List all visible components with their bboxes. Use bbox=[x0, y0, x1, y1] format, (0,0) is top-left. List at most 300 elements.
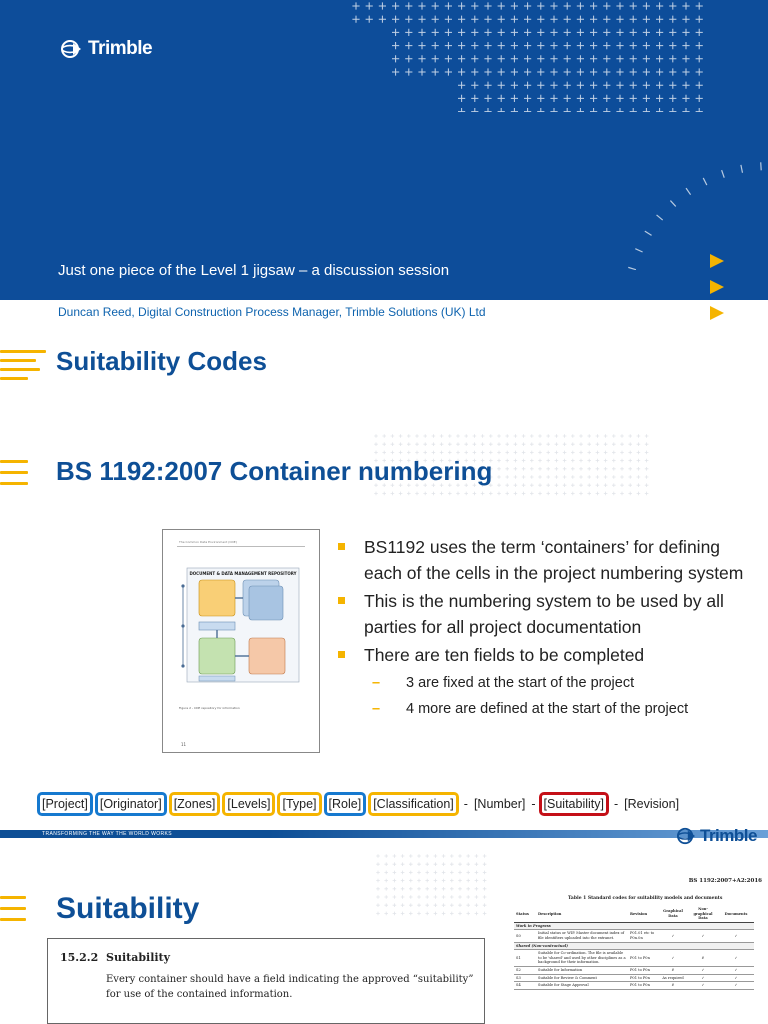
plus-mark bbox=[505, 451, 509, 455]
plus-mark bbox=[473, 434, 477, 438]
suitability-codes-table bbox=[514, 906, 754, 990]
plus-mark bbox=[563, 492, 567, 496]
thumbnail-caption: Figure 2 - CDE repository for information bbox=[179, 706, 240, 710]
plus-mark bbox=[577, 95, 584, 102]
plus-mark bbox=[445, 16, 452, 23]
plus-mark bbox=[596, 459, 600, 463]
plus-mark bbox=[577, 55, 584, 62]
plus-mark bbox=[550, 95, 557, 102]
plus-mark bbox=[456, 442, 460, 446]
plus-mark bbox=[514, 492, 518, 496]
plus-mark bbox=[442, 879, 446, 883]
plus-mark bbox=[409, 895, 413, 899]
plus-mark bbox=[466, 912, 470, 916]
plus-mark bbox=[590, 16, 597, 23]
plus-mark bbox=[555, 434, 559, 438]
cover-tagline: Just one piece of the Level 1 jigsaw – a discussion session bbox=[58, 262, 450, 279]
plus-mark bbox=[511, 42, 518, 49]
plus-mark bbox=[498, 68, 505, 75]
plus-mark bbox=[563, 451, 567, 455]
plus-mark bbox=[415, 434, 419, 438]
plus-mark bbox=[696, 42, 703, 49]
plus-mark bbox=[537, 29, 544, 36]
plus-mark bbox=[393, 862, 397, 866]
plus-mark bbox=[409, 903, 413, 907]
plus-mark bbox=[401, 912, 405, 916]
plus-mark bbox=[448, 492, 452, 496]
footer-slogan: TRANSFORMING THE WAY THE WORLD WORKS bbox=[42, 831, 172, 837]
plus-mark bbox=[401, 887, 405, 891]
plus-mark bbox=[481, 442, 485, 446]
plus-mark bbox=[616, 108, 623, 112]
plus-mark bbox=[616, 16, 623, 23]
plus-mark bbox=[612, 442, 616, 446]
plus-mark bbox=[471, 82, 478, 89]
plus-mark bbox=[612, 434, 616, 438]
plus-mark bbox=[538, 492, 542, 496]
plus-mark bbox=[466, 879, 470, 883]
plus-mark bbox=[498, 2, 505, 9]
plus-mark bbox=[475, 879, 479, 883]
plus-mark bbox=[643, 2, 650, 9]
plus-mark bbox=[505, 442, 509, 446]
plus-mark bbox=[376, 887, 380, 891]
plus-mark bbox=[696, 55, 703, 62]
plus-mark bbox=[563, 459, 567, 463]
plus-mark bbox=[555, 475, 559, 479]
plus-mark bbox=[682, 82, 689, 89]
plus-mark bbox=[530, 459, 534, 463]
plus-mark bbox=[696, 82, 703, 89]
plus-mark bbox=[417, 895, 421, 899]
plus-mark bbox=[612, 492, 616, 496]
plus-mark bbox=[473, 442, 477, 446]
plus-mark bbox=[546, 459, 550, 463]
trimble-logo bbox=[60, 38, 152, 60]
plus-mark bbox=[546, 467, 550, 471]
plus-mark bbox=[514, 451, 518, 455]
plus-mark bbox=[555, 467, 559, 471]
plus-mark bbox=[555, 451, 559, 455]
plus-mark bbox=[483, 887, 487, 891]
table-row: S2 Suitable for Information P01 to P0n ✗ ✓ ✓ bbox=[514, 966, 754, 974]
cover-slide bbox=[0, 0, 768, 330]
plus-mark bbox=[464, 451, 468, 455]
plus-mark bbox=[445, 55, 452, 62]
plus-mark bbox=[538, 459, 542, 463]
plus-mark bbox=[628, 442, 632, 446]
plus-mark bbox=[616, 29, 623, 36]
plus-mark bbox=[656, 55, 663, 62]
plus-mark bbox=[418, 2, 425, 9]
sub-bullet-item: – 3 are fixed at the start of the project bbox=[364, 670, 756, 696]
plus-mark bbox=[497, 442, 501, 446]
plus-mark bbox=[471, 108, 478, 112]
plus-mark bbox=[511, 55, 518, 62]
plus-mark bbox=[376, 871, 380, 875]
plus-mark bbox=[423, 451, 427, 455]
plus-mark bbox=[405, 16, 412, 23]
plus-mark bbox=[643, 95, 650, 102]
plus-mark bbox=[401, 903, 405, 907]
plus-mark bbox=[407, 434, 411, 438]
plus-mark bbox=[458, 879, 462, 883]
plus-mark bbox=[384, 912, 388, 916]
plus-mark bbox=[442, 895, 446, 899]
menu-bars-icon bbox=[0, 348, 46, 382]
table-row: S0 Initial status or WIP. Master document index of file identifiers uploaded into the extranet. P01.01 etc to P0n.0n ✓ ✓ ✓ bbox=[514, 930, 754, 942]
play-arrow-icon bbox=[710, 280, 724, 294]
plus-mark bbox=[514, 459, 518, 463]
plus-mark bbox=[352, 16, 359, 23]
plus-mark bbox=[577, 29, 584, 36]
plus-mark bbox=[696, 95, 703, 102]
plus-mark bbox=[392, 68, 399, 75]
plus-mark bbox=[445, 2, 452, 9]
plus-mark bbox=[564, 29, 571, 36]
tick-mark bbox=[722, 170, 725, 178]
field-separator: - bbox=[613, 797, 619, 811]
footer-trimble-logo: Trimble bbox=[676, 826, 757, 846]
thumbnail-header: The Common Data Environment (CDE) bbox=[179, 540, 237, 544]
plus-mark bbox=[564, 108, 571, 112]
plus-mark bbox=[473, 492, 477, 496]
plus-mark bbox=[682, 55, 689, 62]
plus-mark bbox=[442, 912, 446, 916]
plus-mark bbox=[590, 2, 597, 9]
plus-mark bbox=[645, 434, 649, 438]
plus-mark bbox=[645, 475, 649, 479]
plus-mark bbox=[379, 2, 386, 9]
plus-mark bbox=[434, 862, 438, 866]
plus-mark bbox=[481, 451, 485, 455]
plus-mark bbox=[564, 16, 571, 23]
plus-mark bbox=[682, 68, 689, 75]
plus-mark bbox=[514, 442, 518, 446]
plus-mark bbox=[669, 29, 676, 36]
plus-mark bbox=[637, 492, 641, 496]
plus-mark bbox=[530, 483, 534, 487]
plus-mark bbox=[603, 82, 610, 89]
plus-mark bbox=[656, 2, 663, 9]
plus-mark bbox=[399, 451, 403, 455]
plus-mark bbox=[483, 912, 487, 916]
plus-mark bbox=[407, 451, 411, 455]
plus-mark bbox=[530, 442, 534, 446]
plus-mark bbox=[384, 903, 388, 907]
plus-mark bbox=[550, 55, 557, 62]
plus-mark bbox=[603, 108, 610, 112]
plus-mark bbox=[458, 862, 462, 866]
plus-mark bbox=[456, 492, 460, 496]
plus-mark bbox=[604, 475, 608, 479]
plus-mark bbox=[471, 55, 478, 62]
plus-mark bbox=[450, 887, 454, 891]
sub-bullet-item: – 4 more are defined at the start of the project bbox=[364, 696, 756, 722]
field-separator: - bbox=[463, 797, 468, 811]
plus-mark bbox=[696, 29, 703, 36]
plus-mark bbox=[442, 862, 446, 866]
plus-mark bbox=[374, 492, 378, 496]
plus-mark bbox=[448, 451, 452, 455]
plus-mark bbox=[645, 442, 649, 446]
plus-mark bbox=[409, 912, 413, 916]
plus-mark bbox=[376, 862, 380, 866]
plus-mark bbox=[564, 55, 571, 62]
plus-mark bbox=[434, 903, 438, 907]
plus-mark bbox=[590, 42, 597, 49]
plus-mark bbox=[579, 442, 583, 446]
plus-mark bbox=[564, 82, 571, 89]
plus-mark bbox=[630, 95, 637, 102]
plus-mark bbox=[450, 903, 454, 907]
plus-mark bbox=[471, 16, 478, 23]
plus-mark bbox=[483, 871, 487, 875]
plus-mark bbox=[511, 95, 518, 102]
table-caption: Table 1 Standard codes for suitability models and documents bbox=[568, 896, 723, 901]
plus-mark bbox=[417, 879, 421, 883]
plus-mark bbox=[391, 451, 395, 455]
plus-mark bbox=[418, 55, 425, 62]
plus-mark bbox=[571, 475, 575, 479]
plus-mark bbox=[546, 451, 550, 455]
plus-mark bbox=[417, 854, 421, 858]
plus-mark bbox=[538, 451, 542, 455]
plus-mark bbox=[669, 68, 676, 75]
plus-mark bbox=[538, 442, 542, 446]
plus-mark bbox=[466, 871, 470, 875]
plus-mark bbox=[384, 887, 388, 891]
plus-mark bbox=[458, 55, 465, 62]
tick-mark bbox=[628, 267, 636, 269]
plus-mark bbox=[484, 82, 491, 89]
play-arrow-icon bbox=[706, 304, 730, 322]
plus-mark bbox=[392, 2, 399, 9]
plus-mark bbox=[405, 42, 412, 49]
plus-mark bbox=[604, 459, 608, 463]
document-thumbnail bbox=[162, 529, 320, 753]
plus-mark bbox=[546, 442, 550, 446]
plus-mark bbox=[405, 68, 412, 75]
plus-mark bbox=[418, 42, 425, 49]
plus-mark bbox=[450, 895, 454, 899]
plus-mark bbox=[409, 879, 413, 883]
plus-mark bbox=[637, 442, 641, 446]
plus-mark bbox=[630, 29, 637, 36]
plus-mark bbox=[376, 903, 380, 907]
plus-mark bbox=[432, 2, 439, 9]
plus-mark bbox=[450, 862, 454, 866]
plus-mark bbox=[628, 434, 632, 438]
plus-mark bbox=[484, 42, 491, 49]
plus-mark bbox=[423, 442, 427, 446]
plus-mark bbox=[524, 95, 531, 102]
tick-mark bbox=[741, 165, 743, 173]
plus-mark bbox=[590, 82, 597, 89]
plus-mark bbox=[514, 483, 518, 487]
plus-mark bbox=[616, 55, 623, 62]
plus-mark bbox=[484, 55, 491, 62]
plus-mark bbox=[656, 16, 663, 23]
plus-mark bbox=[616, 95, 623, 102]
plus-mark bbox=[537, 2, 544, 9]
plus-mark bbox=[418, 29, 425, 36]
plus-mark bbox=[432, 68, 439, 75]
plus-mark bbox=[498, 82, 505, 89]
field-role: [Role] bbox=[324, 792, 367, 816]
plus-mark bbox=[524, 108, 531, 112]
plus-mark bbox=[475, 887, 479, 891]
plus-mark bbox=[637, 451, 641, 455]
plus-mark bbox=[522, 434, 526, 438]
plus-mark bbox=[505, 483, 509, 487]
plus-mark bbox=[538, 483, 542, 487]
plus-mark bbox=[669, 95, 676, 102]
plus-mark bbox=[530, 451, 534, 455]
plus-mark bbox=[393, 854, 397, 858]
table-row: S3 Suitable for Review & Comment P01 to P0n As required ✓ ✓ bbox=[514, 974, 754, 982]
plus-mark bbox=[604, 451, 608, 455]
plus-mark bbox=[450, 879, 454, 883]
plus-mark bbox=[434, 871, 438, 875]
plus-mark bbox=[458, 82, 465, 89]
plus-mark bbox=[514, 475, 518, 479]
plus-mark bbox=[643, 55, 650, 62]
plus-mark bbox=[401, 879, 405, 883]
plus-mark bbox=[458, 903, 462, 907]
plus-mark bbox=[393, 912, 397, 916]
plus-mark bbox=[643, 29, 650, 36]
plus-mark bbox=[505, 492, 509, 496]
plus-mark bbox=[352, 2, 359, 9]
plus-mark bbox=[628, 492, 632, 496]
plus-mark bbox=[682, 29, 689, 36]
plus-mark bbox=[475, 871, 479, 875]
clause-body: Every container should have a field indicating the approved “suitability” for use of the contained information. bbox=[106, 974, 474, 1000]
plus-mark bbox=[682, 42, 689, 49]
plus-mark bbox=[498, 55, 505, 62]
plus-mark bbox=[637, 467, 641, 471]
plus-mark bbox=[587, 492, 591, 496]
plus-mark bbox=[374, 451, 378, 455]
plus-mark bbox=[537, 16, 544, 23]
suitability-table-image bbox=[510, 872, 766, 1024]
plus-mark bbox=[425, 854, 429, 858]
clause-heading: Suitability bbox=[106, 951, 171, 964]
plus-mark bbox=[505, 434, 509, 438]
plus-mark bbox=[440, 434, 444, 438]
plus-mark bbox=[563, 483, 567, 487]
plus-mark bbox=[620, 451, 624, 455]
plus-mark bbox=[498, 29, 505, 36]
slide-title-container-numbering: BS 1192:2007 Container numbering bbox=[56, 456, 493, 486]
plus-mark bbox=[587, 451, 591, 455]
plus-mark bbox=[484, 68, 491, 75]
plus-mark bbox=[405, 55, 412, 62]
bullet-square-icon bbox=[338, 597, 345, 604]
plus-mark bbox=[483, 903, 487, 907]
plus-mark bbox=[484, 16, 491, 23]
plus-mark bbox=[656, 95, 663, 102]
plus-mark bbox=[432, 492, 436, 496]
plus-mark bbox=[564, 95, 571, 102]
plus-mark bbox=[579, 475, 583, 479]
plus-mark bbox=[448, 434, 452, 438]
plus-mark bbox=[696, 16, 703, 23]
table-row: S4 Suitable for Stage Approval P01 to P0n ✗ ✓ ✓ bbox=[514, 982, 754, 990]
plus-mark bbox=[669, 55, 676, 62]
plus-mark bbox=[382, 434, 386, 438]
plus-mark bbox=[484, 95, 491, 102]
plus-mark bbox=[442, 903, 446, 907]
plus-mark bbox=[643, 68, 650, 75]
plus-mark bbox=[530, 475, 534, 479]
plus-mark bbox=[475, 854, 479, 858]
bullet-list bbox=[336, 534, 756, 724]
plus-mark bbox=[616, 2, 623, 9]
field-zones: [Zones] bbox=[169, 792, 221, 816]
plus-mark bbox=[376, 879, 380, 883]
plus-mark bbox=[587, 475, 591, 479]
plus-mark bbox=[612, 451, 616, 455]
plus-mark bbox=[481, 434, 485, 438]
plus-mark bbox=[563, 442, 567, 446]
plus-mark bbox=[382, 451, 386, 455]
plus-mark bbox=[604, 467, 608, 471]
plus-mark bbox=[603, 95, 610, 102]
plus-mark bbox=[546, 434, 550, 438]
plus-mark bbox=[571, 467, 575, 471]
plus-mark bbox=[417, 871, 421, 875]
plus-mark bbox=[401, 895, 405, 899]
plus-mark bbox=[392, 42, 399, 49]
plus-mark bbox=[620, 434, 624, 438]
plus-mark bbox=[669, 2, 676, 9]
plus-mark bbox=[505, 467, 509, 471]
arrow-markers-graphic bbox=[706, 252, 730, 300]
plus-mark bbox=[587, 467, 591, 471]
plus-mark bbox=[417, 862, 421, 866]
plus-mark bbox=[497, 434, 501, 438]
plus-mark bbox=[628, 467, 632, 471]
container-fields-row bbox=[37, 792, 682, 816]
plus-mark bbox=[522, 475, 526, 479]
plus-mark bbox=[497, 451, 501, 455]
plus-mark bbox=[555, 483, 559, 487]
plus-mark bbox=[530, 434, 534, 438]
plus-mark bbox=[571, 442, 575, 446]
sub-bullet-list bbox=[364, 670, 756, 722]
plus-mark bbox=[440, 442, 444, 446]
field-suitability: [Suitability] bbox=[539, 792, 609, 816]
plus-mark bbox=[466, 895, 470, 899]
plus-mark bbox=[537, 108, 544, 112]
tick-mark bbox=[686, 188, 691, 195]
plus-mark bbox=[497, 483, 501, 487]
plus-mark bbox=[587, 434, 591, 438]
plus-mark bbox=[603, 29, 610, 36]
dash-icon: – bbox=[372, 701, 381, 717]
field-classification: [Classification] bbox=[368, 792, 459, 816]
plus-mark bbox=[425, 903, 429, 907]
plus-mark bbox=[682, 95, 689, 102]
plus-mark bbox=[579, 459, 583, 463]
plus-mark bbox=[564, 68, 571, 75]
cover-banner bbox=[0, 0, 768, 300]
plus-mark bbox=[628, 483, 632, 487]
plus-mark bbox=[637, 434, 641, 438]
plus-mark bbox=[538, 475, 542, 479]
